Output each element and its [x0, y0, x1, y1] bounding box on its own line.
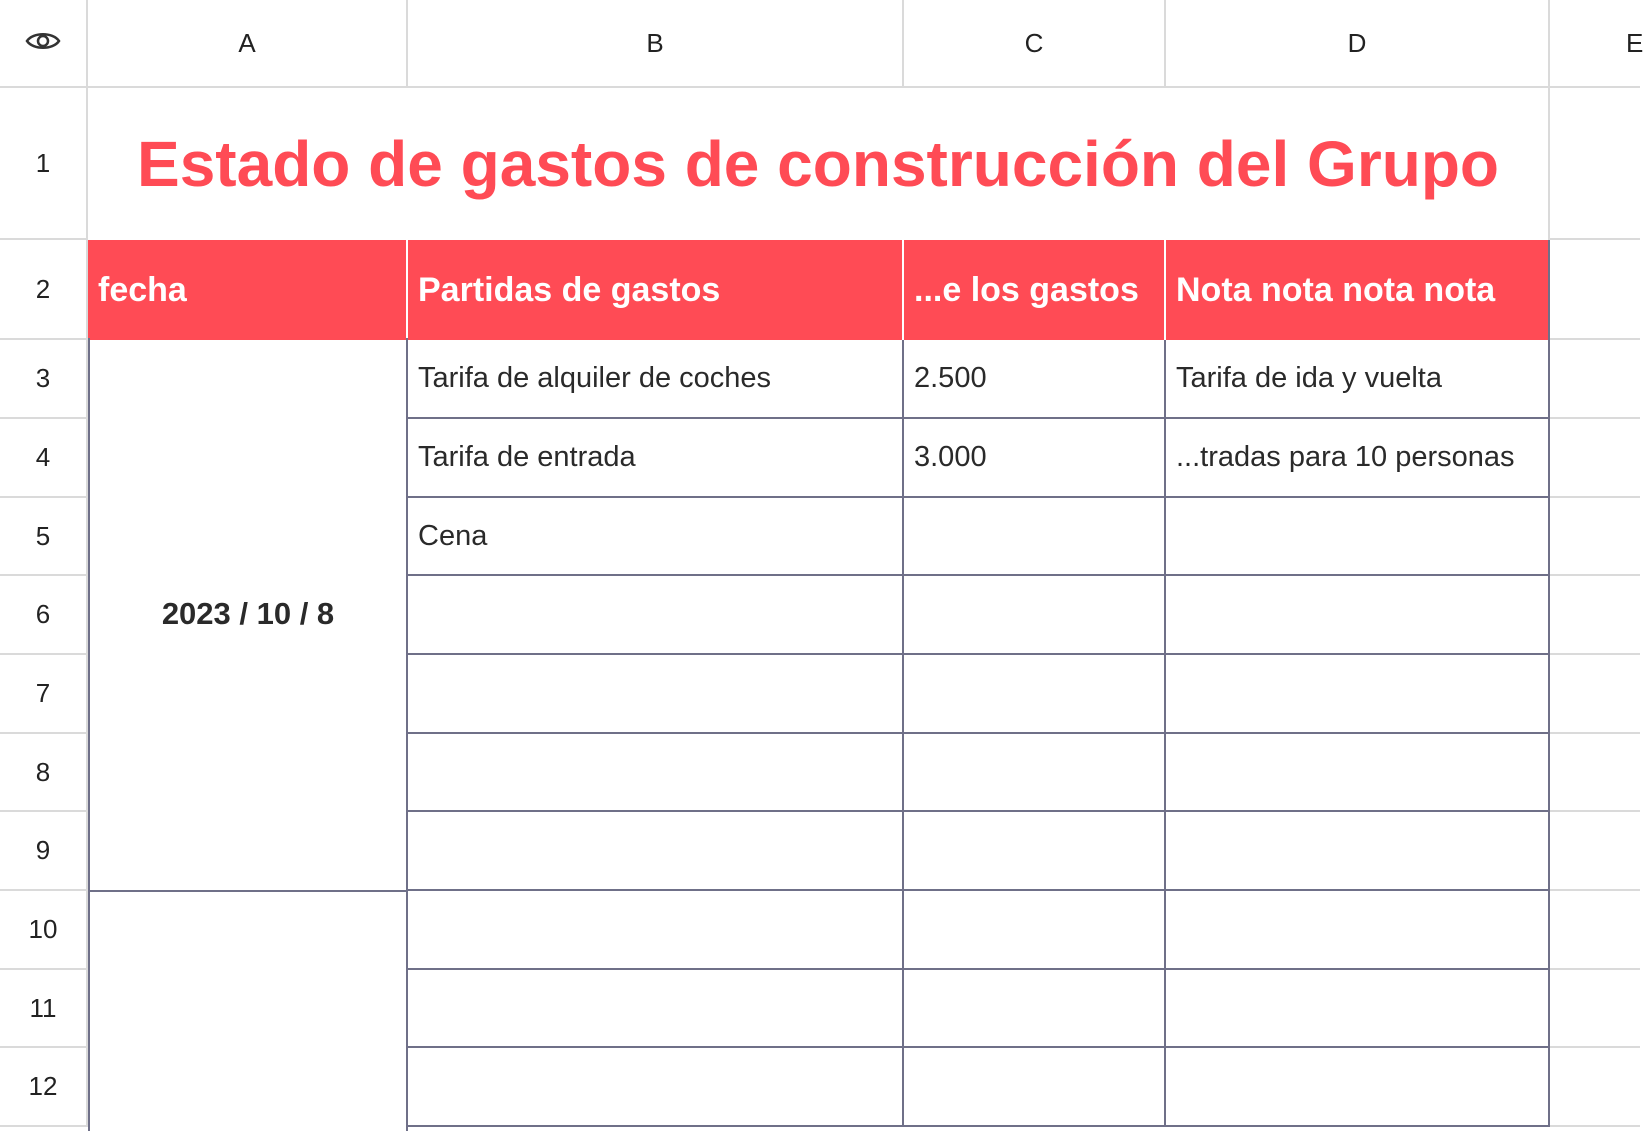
cell-item[interactable] — [408, 812, 904, 891]
row-header-6[interactable]: 6 — [0, 576, 88, 655]
cell-note[interactable] — [1166, 812, 1550, 891]
header-fecha[interactable]: fecha — [88, 240, 408, 340]
row-header-3[interactable]: 3 — [0, 340, 88, 419]
header-nota[interactable]: Nota nota nota nota — [1166, 240, 1550, 340]
date-cell-empty[interactable] — [88, 890, 408, 1131]
cell-item[interactable]: Tarifa de alquiler de coches — [408, 340, 904, 419]
cell-amount[interactable] — [904, 734, 1166, 812]
cell-item[interactable] — [408, 891, 904, 970]
row-header-12[interactable]: 12 — [0, 1048, 88, 1127]
column-header-b[interactable]: B — [408, 0, 904, 88]
cell-amount[interactable] — [904, 1048, 1166, 1127]
cell-note[interactable] — [1166, 734, 1550, 812]
cell-note[interactable] — [1166, 1048, 1550, 1127]
cell-item[interactable] — [408, 734, 904, 812]
cell-e1[interactable] — [1550, 88, 1640, 240]
visibility-toggle[interactable] — [0, 0, 88, 88]
cell-e[interactable] — [1550, 498, 1640, 576]
row-header-4[interactable]: 4 — [0, 419, 88, 498]
row-header-10[interactable]: 10 — [0, 891, 88, 970]
cell-e[interactable] — [1550, 812, 1640, 891]
row-header-8[interactable]: 8 — [0, 734, 88, 812]
cell-e[interactable] — [1550, 655, 1640, 734]
cell-e[interactable] — [1550, 891, 1640, 970]
cell-item[interactable] — [408, 970, 904, 1048]
column-header-d[interactable]: D — [1166, 0, 1550, 88]
cell-amount[interactable] — [904, 891, 1166, 970]
cell-e[interactable] — [1550, 340, 1640, 419]
cell-amount[interactable] — [904, 970, 1166, 1048]
date-cell[interactable]: 2023 / 10 / 8 — [88, 338, 408, 892]
cell-e[interactable] — [1550, 970, 1640, 1048]
cell-note[interactable]: ...tradas para 10 personas — [1166, 419, 1550, 498]
cell-note[interactable] — [1166, 498, 1550, 576]
sheet-title[interactable]: Estado de gastos de construcción del Grupo — [88, 88, 1550, 240]
cell-e[interactable] — [1550, 734, 1640, 812]
cell-e[interactable] — [1550, 419, 1640, 498]
column-header-a[interactable]: A — [88, 0, 408, 88]
row-header-1[interactable]: 1 — [0, 88, 88, 240]
column-header-c[interactable]: C — [904, 0, 1166, 88]
cell-item[interactable]: Tarifa de entrada — [408, 419, 904, 498]
cell-note[interactable] — [1166, 655, 1550, 734]
row-header-11[interactable]: 11 — [0, 970, 88, 1048]
cell-item[interactable] — [408, 655, 904, 734]
cell-item[interactable]: Cena — [408, 498, 904, 576]
cell-note[interactable] — [1166, 891, 1550, 970]
row-header-9[interactable]: 9 — [0, 812, 88, 891]
cell-item[interactable] — [408, 576, 904, 655]
row-header-7[interactable]: 7 — [0, 655, 88, 734]
cell-amount[interactable] — [904, 812, 1166, 891]
eye-icon — [25, 29, 61, 58]
row-header-5[interactable]: 5 — [0, 498, 88, 576]
cell-e2[interactable] — [1550, 240, 1640, 340]
cell-note[interactable] — [1166, 576, 1550, 655]
cell-e[interactable] — [1550, 1048, 1640, 1127]
cell-item[interactable] — [408, 1048, 904, 1127]
cell-amount[interactable]: 2.500 — [904, 340, 1166, 419]
cell-amount[interactable] — [904, 498, 1166, 576]
cell-amount[interactable] — [904, 576, 1166, 655]
header-gastos[interactable]: ...e los gastos — [904, 240, 1166, 340]
cell-amount[interactable]: 3.000 — [904, 419, 1166, 498]
cell-e[interactable] — [1550, 576, 1640, 655]
cell-note[interactable]: Tarifa de ida y vuelta — [1166, 340, 1550, 419]
header-partidas[interactable]: Partidas de gastos — [408, 240, 904, 340]
column-header-e[interactable]: E — [1550, 0, 1640, 88]
cell-amount[interactable] — [904, 655, 1166, 734]
cell-note[interactable] — [1166, 970, 1550, 1048]
row-header-2[interactable]: 2 — [0, 240, 88, 340]
